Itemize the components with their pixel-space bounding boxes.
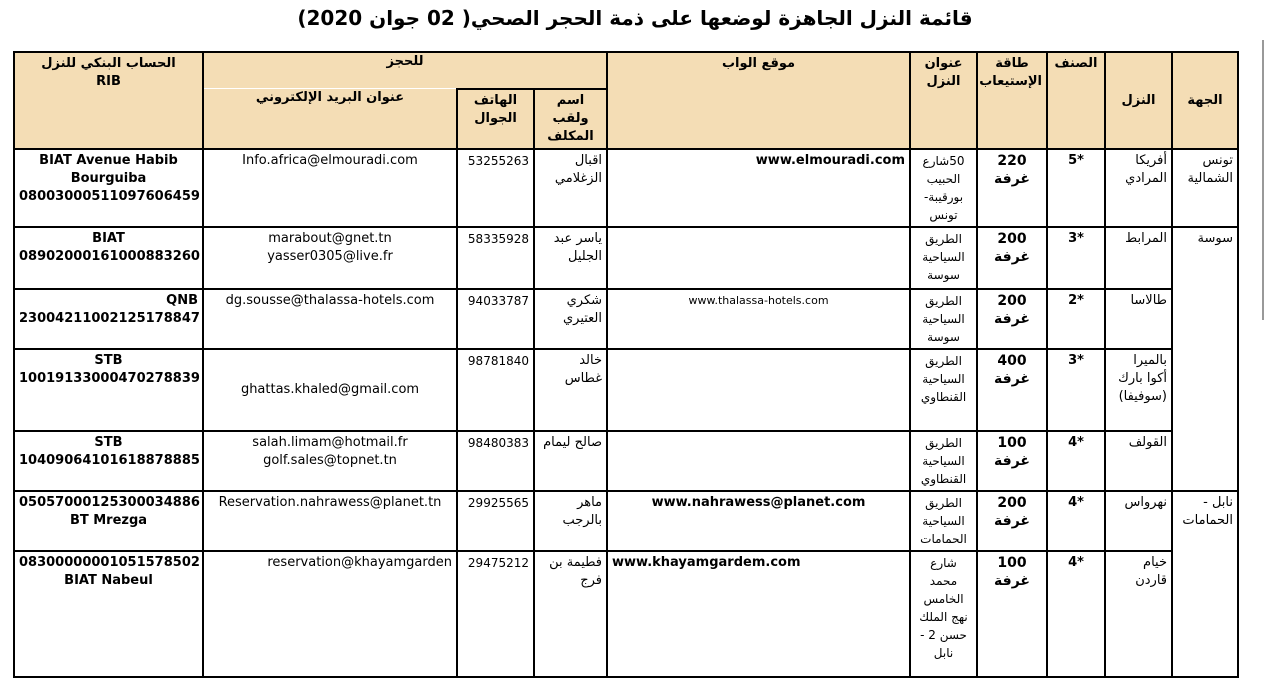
header-bank-title: الحساب البنكي للنزل bbox=[41, 56, 176, 71]
table-row bbox=[14, 227, 1238, 289]
capacity-cell: 400 غرفة bbox=[977, 349, 1047, 431]
phone-cell: 29475212 bbox=[457, 551, 534, 677]
header-email: عنوان البريد الإلكتروني bbox=[203, 89, 457, 149]
header-capacity: طاقة الإستيعاب bbox=[977, 52, 1047, 149]
address-cell: 50شارع الحبيب بورقيبة- تونس bbox=[910, 149, 977, 227]
email-text: marabout@gnet.tn bbox=[268, 231, 392, 246]
bank-line: BIAT Nabeul bbox=[64, 573, 153, 588]
hotel-cell: أفريكا المرادي bbox=[1105, 149, 1172, 227]
phone-cell: 98480383 bbox=[457, 431, 534, 491]
phone-cell: 29925565 bbox=[457, 491, 534, 551]
bank-line: BT Mrezga bbox=[69, 513, 148, 528]
header-bank bbox=[14, 52, 203, 149]
email-text: ghattas.khaled@gmail.com bbox=[240, 382, 420, 397]
bank-line: Bourguiba bbox=[70, 171, 147, 186]
class-cell: 4* bbox=[1047, 551, 1105, 677]
region-cell: نابل - الحمامات bbox=[1172, 491, 1238, 677]
email-cell bbox=[203, 349, 457, 431]
class-cell: 3* bbox=[1047, 227, 1105, 289]
class-cell: 5* bbox=[1047, 149, 1105, 227]
header-bank-rib: RIB bbox=[96, 74, 121, 89]
table-row bbox=[14, 289, 1238, 349]
email-cell bbox=[203, 431, 457, 491]
bank-cell bbox=[14, 491, 203, 551]
header-class: الصنف bbox=[1047, 52, 1105, 149]
bank-cell bbox=[14, 289, 203, 349]
contact-cell: اقبال الزغلامي bbox=[534, 149, 607, 227]
bank-line: STB bbox=[94, 353, 123, 368]
website-cell: www.nahrawess@planet.com bbox=[607, 491, 910, 551]
website-cell bbox=[607, 431, 910, 491]
header-contact: اسم ولقب المكلف bbox=[534, 89, 607, 149]
email-text: yasser0305@live.fr bbox=[267, 249, 393, 264]
address-cell: الطريق السياحية القنطاوي bbox=[910, 349, 977, 431]
bank-line: STB bbox=[94, 435, 123, 450]
contact-cell: ماهر بالرجب bbox=[534, 491, 607, 551]
hotel-cell: خيام قاردن bbox=[1105, 551, 1172, 677]
class-cell: 2* bbox=[1047, 289, 1105, 349]
email-cell bbox=[203, 551, 457, 677]
website-cell bbox=[607, 349, 910, 431]
contact-cell: خالد غطاس bbox=[534, 349, 607, 431]
address-cell: الطريق السياحية القنطاوي bbox=[910, 431, 977, 491]
bank-line: BIAT bbox=[92, 231, 125, 246]
address-cell: شارع محمد الخامس نهج الملك حسن 2 - نابل bbox=[910, 551, 977, 677]
hotels-table bbox=[13, 51, 1239, 678]
capacity-cell: 220 غرفة bbox=[977, 149, 1047, 227]
bank-cell bbox=[14, 551, 203, 677]
email-cell bbox=[203, 491, 457, 551]
bank-line: 05057000125300034886 bbox=[19, 495, 200, 510]
region-cell: سوسة bbox=[1172, 227, 1238, 491]
email-text: Info.africa@elmouradi.com bbox=[242, 153, 418, 168]
bank-cell bbox=[14, 227, 203, 289]
bank-cell bbox=[14, 149, 203, 227]
website-cell: www.khayamgardem.com bbox=[607, 551, 910, 677]
header-booking: للحجز bbox=[203, 52, 607, 89]
email-cell bbox=[203, 227, 457, 289]
bank-line: 08003000511097606459 bbox=[19, 189, 200, 204]
bank-line: 10409064101618878885 bbox=[19, 453, 200, 468]
class-cell: 4* bbox=[1047, 491, 1105, 551]
header-hotel: النزل bbox=[1105, 52, 1172, 149]
class-cell: 4* bbox=[1047, 431, 1105, 491]
bank-line: QNB bbox=[166, 293, 198, 308]
table-row bbox=[14, 149, 1238, 227]
capacity-cell: 200 غرفة bbox=[977, 289, 1047, 349]
region-cell: تونس الشمالية bbox=[1172, 149, 1238, 227]
email-cell bbox=[203, 289, 457, 349]
table-row bbox=[14, 349, 1238, 431]
website-cell bbox=[607, 227, 910, 289]
capacity-cell: 100 غرفة bbox=[977, 551, 1047, 677]
header-address: عنوان النزل bbox=[910, 52, 977, 149]
contact-cell: ياسر عبد الجليل bbox=[534, 227, 607, 289]
phone-cell: 53255263 bbox=[457, 149, 534, 227]
address-cell: الطريق السياحية الحمامات bbox=[910, 491, 977, 551]
phone-cell: 98781840 bbox=[457, 349, 534, 431]
contact-cell: شكري العتيري bbox=[534, 289, 607, 349]
capacity-cell: 200 غرفة bbox=[977, 227, 1047, 289]
capacity-cell: 100 غرفة bbox=[977, 431, 1047, 491]
email-text: Reservation.nahrawess@planet.tn bbox=[218, 495, 442, 510]
hotel-cell: المرابط bbox=[1105, 227, 1172, 289]
email-cell bbox=[203, 149, 457, 227]
bank-line: 23004211002125178847 bbox=[19, 311, 200, 326]
header-phone: الهاتف الجوال bbox=[457, 89, 534, 149]
phone-cell: 94033787 bbox=[457, 289, 534, 349]
address-cell: الطريق السياحية سوسة bbox=[910, 289, 977, 349]
address-cell: الطريق السياحية سوسة bbox=[910, 227, 977, 289]
page-edge-divider bbox=[1262, 40, 1264, 320]
contact-cell: فطيمة بن فرج bbox=[534, 551, 607, 677]
header-website: موقع الواب bbox=[607, 52, 910, 149]
header-region: الجهة bbox=[1172, 52, 1238, 149]
bank-line: 08902000161000883260 bbox=[19, 249, 200, 264]
bank-line: 10019133000470278839 bbox=[19, 371, 200, 386]
class-cell: 3* bbox=[1047, 349, 1105, 431]
hotel-cell: بالميرا أكوا بارك (سوفيفا) bbox=[1105, 349, 1172, 431]
email-text: reservation@khayamgarden bbox=[267, 555, 452, 570]
contact-cell: صالح ليمام bbox=[534, 431, 607, 491]
email-text: golf.sales@topnet.tn bbox=[263, 453, 397, 468]
bank-line: BIAT Avenue Habib bbox=[39, 153, 178, 168]
website-cell: www.thalassa-hotels.com bbox=[607, 289, 910, 349]
capacity-cell: 200 غرفة bbox=[977, 491, 1047, 551]
hotel-cell: القولف bbox=[1105, 431, 1172, 491]
email-text: salah.limam@hotmail.fr bbox=[252, 435, 408, 450]
table-row bbox=[14, 491, 1238, 551]
bank-cell bbox=[14, 349, 203, 431]
hotel-cell: طالاسا bbox=[1105, 289, 1172, 349]
table-row bbox=[14, 431, 1238, 491]
phone-cell: 58335928 bbox=[457, 227, 534, 289]
bank-line: 08300000001051578502 bbox=[19, 555, 200, 570]
website-cell: www.elmouradi.com bbox=[607, 149, 910, 227]
bank-cell bbox=[14, 431, 203, 491]
table-row bbox=[14, 551, 1238, 677]
hotel-cell: نهرواس bbox=[1105, 491, 1172, 551]
page-title: قائمة النزل الجاهزة لوضعها على ذمة الحجر الصحي( 02 جوان 2020) bbox=[297, 6, 973, 30]
email-text: dg.sousse@thalassa-hotels.com bbox=[225, 293, 435, 308]
